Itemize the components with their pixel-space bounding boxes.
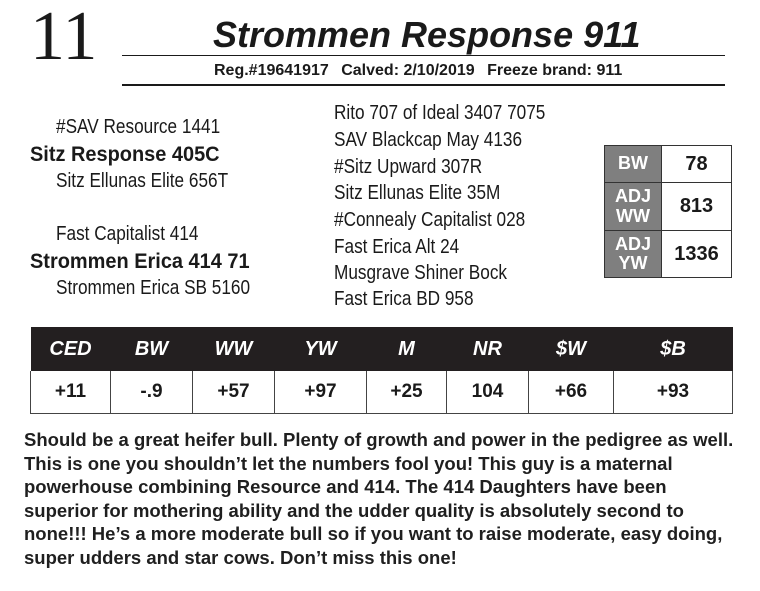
epd-value-nr: 104	[447, 371, 529, 414]
weights-box	[604, 145, 732, 278]
weight-row-bw	[605, 146, 731, 183]
pedigree-dam-dam: Strommen Erica SB 5160	[56, 277, 251, 299]
pedigree-gen3-4: Sitz Ellunas Elite 35M	[334, 182, 501, 204]
animal-name: Strommen Response 911	[213, 14, 641, 55]
epd-value-ww: +57	[193, 371, 275, 414]
weight-row-ww	[605, 183, 731, 231]
epd-header-bw: BW	[111, 327, 193, 371]
epd-header-row	[31, 327, 733, 371]
weight-label-bw: BW	[605, 146, 662, 182]
registration-number: Reg.#19641917	[214, 62, 329, 79]
epd-value-yw: +97	[275, 371, 367, 414]
pedigree-gen3-1: Rito 707 of Ideal 3407 7075	[334, 102, 546, 124]
pedigree-gen3-3: #Sitz Upward 307R	[334, 156, 483, 178]
calved-date: Calved: 2/10/2019	[341, 62, 475, 79]
epd-value-ced: +11	[31, 371, 111, 414]
lot-number: 11	[30, 0, 98, 75]
epd-header-b: $B	[614, 327, 733, 371]
pedigree-sire-dam: Sitz Ellunas Elite 656T	[56, 170, 229, 192]
epd-table	[30, 327, 733, 414]
registration-line	[214, 62, 622, 80]
epd-header-ww: WW	[193, 327, 275, 371]
title-rule	[122, 55, 725, 56]
description: Should be a great heifer bull. Plenty of growth and power in the pedigree as well. This is one you shouldn’t let the numbers fool you! This guy is a maternal powerhouse combining Resource and 414. The 414 Daughters have been superior for mothering ability and the udder quality is absolutely second to none!!! He’s a more moderate bull so if you want to raise moderate, easy doing, super udders and star cows. Don’t miss this one!	[24, 429, 734, 568]
epd-value-w: +66	[529, 371, 614, 414]
freeze-brand: Freeze brand: 911	[487, 62, 623, 79]
epd-header-ced: CED	[31, 327, 111, 371]
weight-row-yw	[605, 231, 731, 277]
weight-value-bw: 78	[685, 152, 708, 175]
pedigree-sire-sire: #SAV Resource 1441	[56, 116, 221, 138]
weight-value-ww: 813	[679, 195, 714, 217]
weight-value-yw: 1336	[674, 242, 719, 265]
epd-header-yw: YW	[275, 327, 367, 371]
pedigree-gen3-6: Fast Erica Alt 24	[334, 236, 460, 258]
epd-header-m: M	[367, 327, 447, 371]
epd-value-m: +25	[367, 371, 447, 414]
weight-label-ww: ADJ WW	[605, 183, 662, 230]
weight-label-yw: ADJ YW	[605, 231, 662, 277]
epd-header-nr: NR	[447, 327, 529, 371]
epd-value-bw: -.9	[111, 371, 193, 414]
pedigree-gen3-8: Fast Erica BD 958	[334, 288, 474, 310]
pedigree-gen3-5: #Connealy Capitalist 028	[334, 209, 526, 231]
pedigree-gen3-2: SAV Blackcap May 4136	[334, 129, 523, 151]
epd-value-b: +93	[614, 371, 733, 414]
pedigree-dam: Strommen Erica 414 71	[30, 250, 250, 273]
pedigree-sire: Sitz Response 405C	[30, 143, 220, 166]
pedigree-dam-sire: Fast Capitalist 414	[56, 223, 199, 245]
header-rule	[122, 84, 725, 86]
pedigree-gen3-7: Musgrave Shiner Bock	[334, 262, 508, 284]
epd-value-row	[31, 371, 733, 414]
epd-header-w: $W	[529, 327, 614, 371]
